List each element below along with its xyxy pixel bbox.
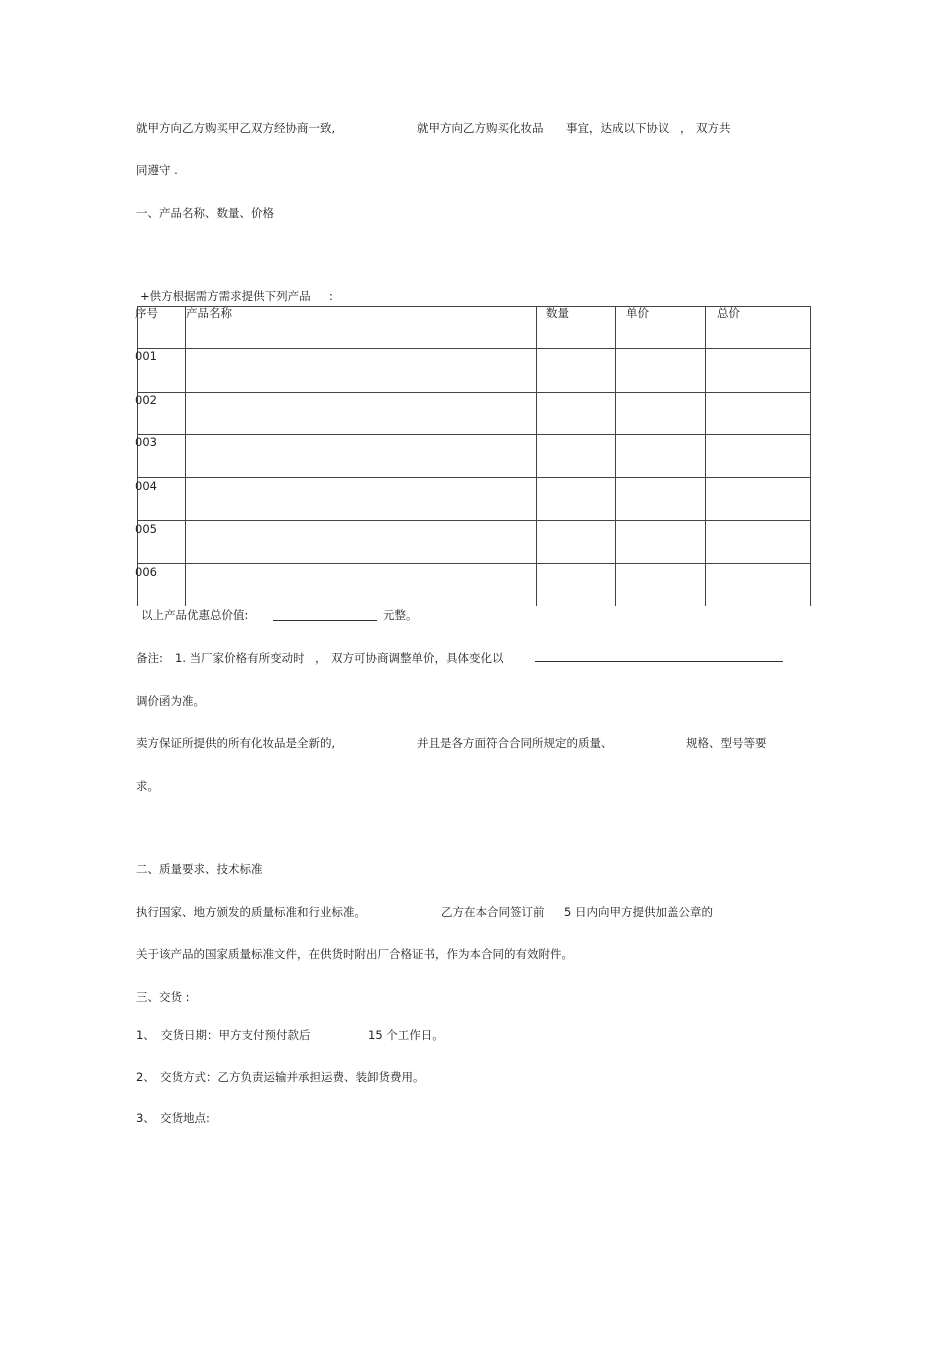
guarantee-line2: 求。 [136,779,159,793]
section2-text-part3: 5 日内向甲方提供加盖公章的 [564,905,713,919]
total-label: 以上产品优惠总价值: [141,608,249,622]
table-line [536,306,537,606]
table-line [705,306,706,606]
row-serial: 004 [135,479,157,493]
table-line [137,306,811,307]
table-line [137,477,811,478]
note-prefix: 备注: [136,651,163,665]
intro-text-line2: 同遵守 . [136,163,178,177]
total-suffix: 元整。 [383,608,418,622]
delivery-item3-number: 3、 [136,1111,155,1125]
section1-title: 一、产品名称、数量、价格 [136,206,274,220]
delivery-item2-number: 2、 [136,1070,155,1084]
note-item: 1. 当厂家价格有所变动时 [175,651,305,665]
delivery-method-text: 交货方式：乙方负责运输并承担运费、装卸货费用。 [160,1070,425,1084]
note-line2: 调价函为准。 [136,694,205,708]
table-line [137,348,811,349]
table-caption: +供方根据需方需求提供下列产品 [140,289,311,303]
note-comma: ， [315,651,327,665]
header-total-price: 总价 [717,306,740,320]
note-blank-line [535,661,783,662]
section2-line2: 关于该产品的国家质量标准文件，在供货时附出厂合格证书，作为本合同的有效附件。 [136,947,573,961]
row-serial: 005 [135,522,157,536]
header-quantity: 数量 [546,306,569,320]
table-line [137,520,811,521]
delivery-date-text: 交货日期：甲方支付预付款后 [161,1028,311,1042]
table-line [615,306,616,606]
row-serial: 002 [135,393,157,407]
product-table [137,306,811,606]
header-product-name: 产品名称 [186,306,232,320]
guarantee-text-part2: 并且是各方面符合合同所规定的质量、 [417,736,613,750]
table-caption-colon: : [329,289,333,303]
header-serial: 序号 [135,306,158,320]
delivery-item1-number: 1、 [136,1028,155,1042]
guarantee-text-part3: 规格、型号等要 [686,736,767,750]
guarantee-text-part1: 卖方保证所提供的所有化妆品是全新的, [136,736,336,750]
intro-text-part1: 就甲方向乙方购买甲乙双方经协商一致, [136,121,336,135]
intro-text-part2: 就甲方向乙方购买化妆品 [417,121,544,135]
section3-title: 三、交货 : [136,990,190,1004]
note-text: 双方可协商调整单价，具体变化以 [331,651,504,665]
total-blank-line [273,620,377,621]
delivery-location-text: 交货地点: [160,1111,210,1125]
table-line [137,392,811,393]
section2-text-part2: 乙方在本合同签订前 [441,905,545,919]
table-line [137,434,811,435]
section2-text-part1: 执行国家、地方颁发的质量标准和行业标准。 [136,905,366,919]
header-unit-price: 单价 [626,306,649,320]
table-line [137,563,811,564]
intro-text-part4: ， [680,121,692,135]
table-line [185,306,186,606]
table-line [810,306,811,606]
delivery-date-days: 15 个工作日。 [368,1028,444,1042]
row-serial: 006 [135,565,157,579]
row-serial: 001 [135,349,157,363]
row-serial: 003 [135,435,157,449]
intro-text-part5: 双方共 [696,121,731,135]
section2-title: 二、质量要求、技术标准 [136,862,263,876]
intro-text-part3: 事宜，达成以下协议 [566,121,670,135]
